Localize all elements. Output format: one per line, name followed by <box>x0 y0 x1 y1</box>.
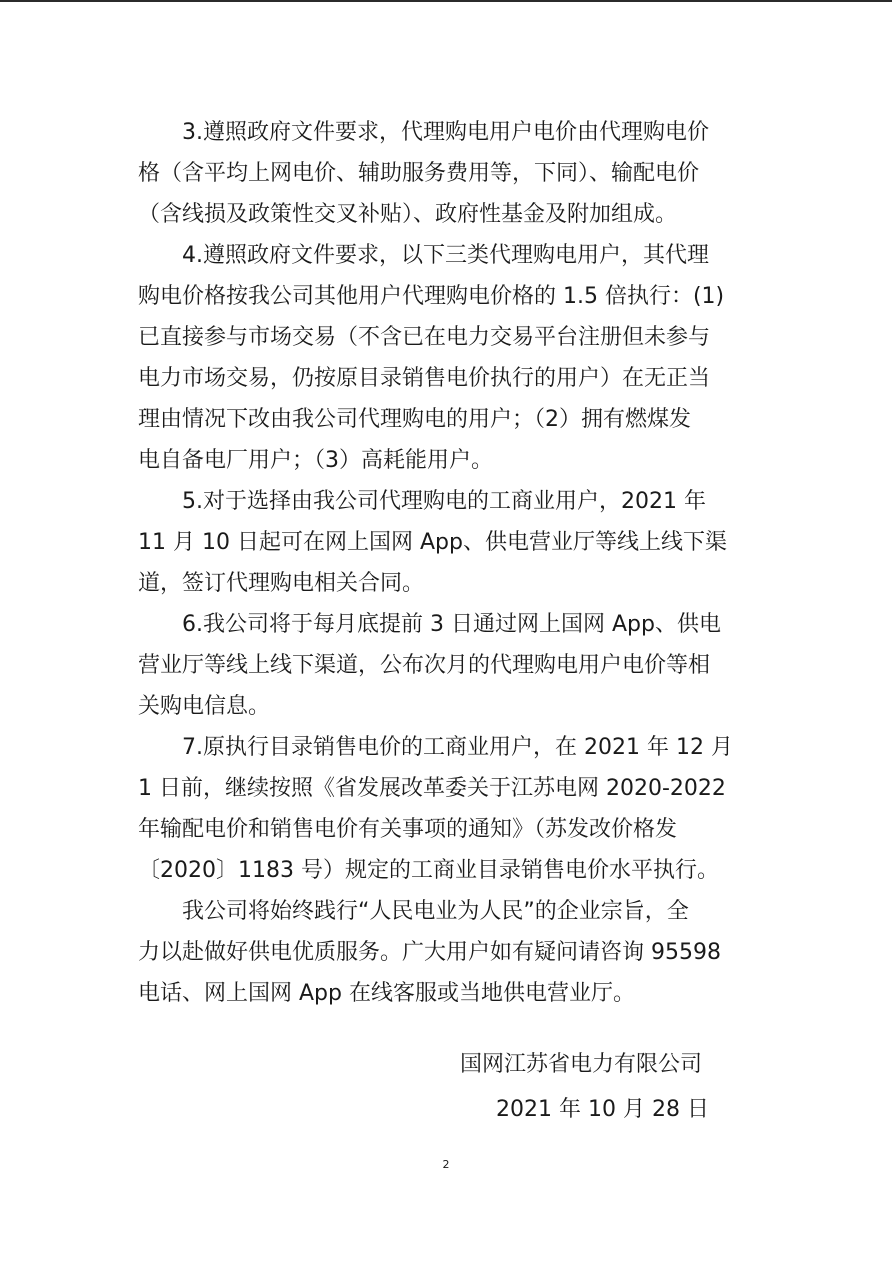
document-body <box>138 112 758 1014</box>
paragraph-3-price-composition: 3.遵照政府文件要求，代理购电用户电价由代理购电价 格（含平均上网电价、辅助服务费用等，下同）、输配电价 （含线损及政策性交叉补贴）、政府性基金及附加组成。 <box>138 120 709 227</box>
paragraph-5-contract-signing: 5.对于选择由我公司代理购电的工商业用户，2021 年 11 月 10 日起可在网上国网 App、供电营业厅等线上线下渠 道，签订代理购电相关合同。 <box>138 489 727 596</box>
signature-organization: 国网江苏省电力有限公司 <box>460 1052 703 1077</box>
paragraph-closing-service: 我公司将始终践行“人民电业为人民”的企业宗旨，全 力以赴做好供电优质服务。广大用户如有疑问请咨询 95598 电话、网上国网 App 在线客服或当地供电营业厅。 <box>138 899 721 1006</box>
paragraph-7-catalog-price: 7.原执行目录销售电价的工商业用户，在 2021 年 12 月 1 日前，继续按照《省发展改革委关于江苏电网 2020-2022 年输配电价和销售电价有关事项的通知》（苏发改价格发 〔2020〕1183 号）规定的工商业目录销售电价水平执行。 <box>138 735 733 883</box>
page-top-border <box>0 0 892 2</box>
paragraph-6-price-publication: 6.我公司将于每月底提前 3 日通过网上国网 App、供电 营业厅等线上线下渠道，公布次月的代理购电用户电价等相 关购电信息。 <box>138 612 721 719</box>
signature-date: 2021 年 10 月 28 日 <box>496 1097 709 1122</box>
page-number: 2 <box>442 1158 450 1171</box>
paragraph-4-special-users: 4.遵照政府文件要求，以下三类代理购电用户，其代理 购电价格按我公司其他用户代理购电价格的 1.5 倍执行：(1) 已直接参与市场交易（不含已在电力交易平台注册但未参与 电力市场交易，仍按原目录销售电价执行的用户）在无正当 理由情况下改由我公司代理购电的用户；（2）拥有燃煤发 电自备电厂用户；（3）高耗能用户。 <box>138 243 725 473</box>
signature-block <box>460 1042 760 1132</box>
